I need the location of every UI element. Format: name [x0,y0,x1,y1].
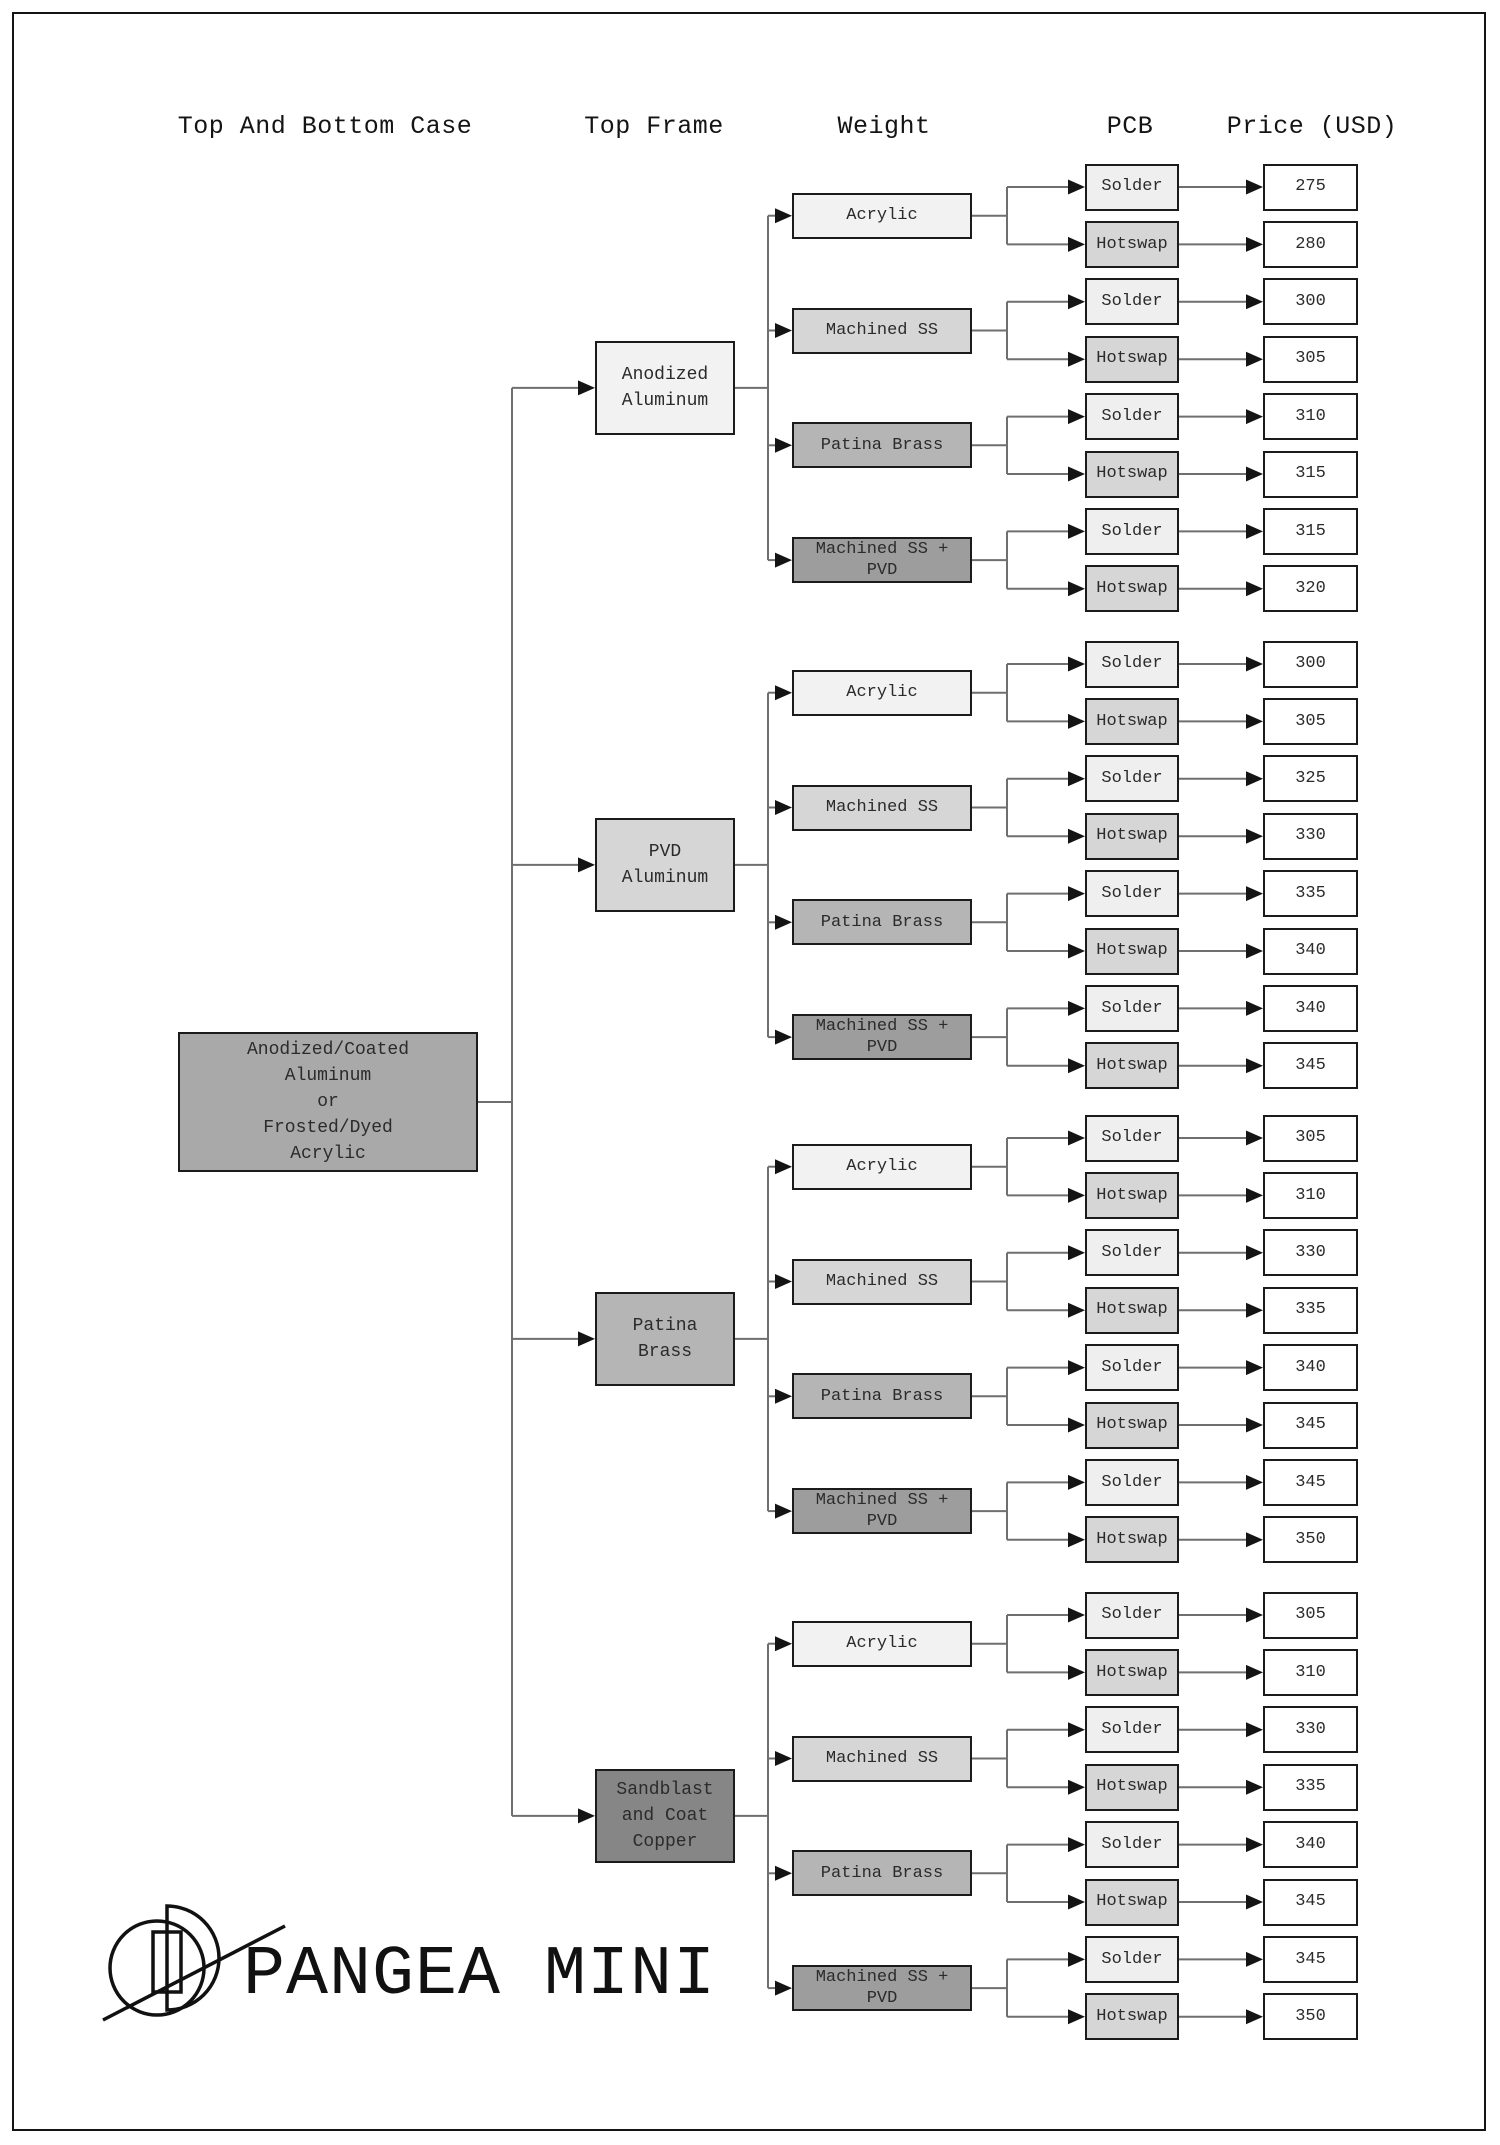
node-label: Patina [632,1315,698,1336]
node-label: Machined SS [825,320,939,340]
price-node-1-0-0 [1263,641,1358,688]
column-header-4: Price (USD) [1226,112,1398,141]
pcb-node-1-0-0 [1085,641,1179,688]
node-label: 340 [1295,1834,1326,1854]
pcb-node-3-0-0 [1085,1592,1179,1639]
node-label: Hotswap [1096,1300,1168,1320]
weight-node-0-3 [792,537,972,583]
arrowhead-icon [1246,1058,1263,1073]
arrowhead-icon [775,323,792,338]
arrowhead-icon [1068,2009,1085,2024]
weight-node-2-3 [792,1488,972,1534]
node-label: PVD [866,561,898,581]
node-label: Hotswap [1096,826,1168,846]
arrowhead-icon [1068,1001,1085,1016]
node-label: Solder [1101,998,1163,1018]
price-node-2-0-0 [1263,1115,1358,1162]
arrowhead-icon [1246,1001,1263,1016]
node-label: Solder [1101,1357,1163,1377]
arrowhead-icon [775,438,792,453]
node-label: 350 [1295,2007,1326,2026]
arrowhead-icon [775,1159,792,1174]
node-label: Hotswap [1096,941,1168,961]
node-label: Patina Brass [820,1863,944,1883]
node-label: Aluminum [284,1065,372,1086]
node-label: Anodized [621,364,709,385]
arrowhead-icon [775,1751,792,1766]
price-node-0-2-0 [1263,393,1358,440]
node-label: Solder [1101,1243,1163,1262]
price-node-2-2-1 [1263,1402,1358,1449]
node-label: Patina Brass [820,912,944,932]
price-node-3-3-0 [1263,1936,1358,1983]
node-label: 320 [1295,579,1326,598]
arrowhead-icon [775,208,792,223]
arrowhead-icon [1068,1131,1085,1146]
arrowhead-icon [1068,180,1085,195]
node-label: Hotswap [1096,1662,1168,1682]
node-label: Machined SS + [815,1967,949,1987]
weight-node-3-3 [792,1965,972,2011]
arrowhead-icon [1246,581,1263,596]
arrowhead-icon [1068,1608,1085,1623]
price-node-0-2-1 [1263,451,1358,498]
arrowhead-icon [775,1636,792,1651]
arrowhead-icon [775,1981,792,1996]
node-label: Aluminum [621,390,709,411]
weight-node-1-2 [792,899,972,945]
column-header-0: Top And Bottom Case [177,112,473,141]
arrowhead-icon [1246,1360,1263,1375]
column-header-3: PCB [1106,112,1154,141]
arrowhead-icon [1246,1418,1263,1433]
price-node-1-2-1 [1263,928,1358,975]
arrowhead-icon [1068,1722,1085,1737]
arrowhead-icon [775,1389,792,1404]
price-node-0-0-1 [1263,221,1358,268]
pcb-node-3-2-0 [1085,1821,1179,1868]
node-label: 345 [1295,1415,1326,1435]
price-node-3-1-0 [1263,1706,1358,1753]
arrowhead-icon [1068,829,1085,844]
node-label: Hotswap [1096,1056,1168,1075]
arrowhead-icon [1068,1475,1085,1490]
pcb-node-1-3-0 [1085,985,1179,1032]
node-label: PVD [866,1989,898,2009]
node-label: Hotswap [1096,711,1168,731]
root-node [178,1032,478,1172]
arrowhead-icon [578,1808,595,1823]
arrowhead-icon [1246,1303,1263,1318]
price-node-1-1-1 [1263,813,1358,860]
arrowhead-icon [1246,1722,1263,1737]
node-label: Solder [1101,1605,1163,1625]
node-label: Solder [1101,1472,1163,1492]
node-label: Solder [1101,1834,1163,1854]
node-label: Machined SS [825,1271,939,1291]
arrowhead-icon [1068,886,1085,901]
node-label: Hotswap [1096,1777,1168,1797]
node-label: Solder [1101,177,1163,197]
node-label: 305 [1295,1128,1326,1148]
pcb-node-1-0-1 [1085,698,1179,745]
arrowhead-icon [1068,714,1085,729]
pcb-node-3-1-1 [1085,1764,1179,1811]
arrowhead-icon [1246,524,1263,539]
price-node-3-3-1 [1263,1993,1358,2040]
weight-node-1-3 [792,1014,972,1060]
arrowhead-icon [775,1504,792,1519]
pcb-node-0-3-0 [1085,508,1179,555]
node-label: 330 [1295,1720,1326,1739]
pcb-node-2-0-0 [1085,1115,1179,1162]
price-node-0-1-0 [1263,278,1358,325]
price-node-1-3-0 [1263,985,1358,1032]
weight-node-0-1 [792,308,972,354]
arrowhead-icon [1246,886,1263,901]
arrowhead-icon [1068,1895,1085,1910]
pcb-node-1-2-1 [1085,928,1179,975]
node-label: 300 [1295,654,1326,674]
node-label: Machined SS + [815,1490,949,1510]
pcb-node-2-2-1 [1085,1402,1179,1449]
arrowhead-icon [1246,1608,1263,1623]
arrowhead-icon [775,1030,792,1045]
arrowhead-icon [1246,1895,1263,1910]
arrowhead-icon [578,857,595,872]
arrowhead-icon [1068,352,1085,367]
arrowhead-icon [1068,1952,1085,1967]
arrowhead-icon [1246,2009,1263,2024]
arrowhead-icon [1068,1780,1085,1795]
price-node-2-3-1 [1263,1516,1358,1563]
arrowhead-icon [1246,409,1263,424]
price-node-1-3-1 [1263,1042,1358,1089]
node-label: 315 [1295,521,1326,541]
node-label: Sandblast [616,1779,714,1800]
node-label: Brass [637,1341,692,1362]
node-label: 335 [1295,1300,1326,1320]
pcb-node-3-3-1 [1085,1993,1179,2040]
node-label: Patina Brass [820,1386,944,1406]
column-header-2: Weight [837,112,931,141]
node-label: PVD [648,841,682,862]
price-node-0-0-0 [1263,164,1358,211]
arrowhead-icon [775,553,792,568]
node-label: Solder [1101,654,1163,674]
node-label: or [317,1091,339,1112]
node-label: Aluminum [621,867,709,888]
arrowhead-icon [578,1331,595,1346]
pcb-node-2-1-0 [1085,1229,1179,1276]
arrowhead-icon [1068,1058,1085,1073]
node-label: Acrylic [846,682,918,702]
node-label: 340 [1295,941,1326,961]
arrowhead-icon [1068,237,1085,252]
pcb-node-1-1-0 [1085,755,1179,802]
frame-node-0 [595,341,735,435]
node-label: Solder [1101,521,1163,541]
node-label: 345 [1295,1892,1326,1912]
arrowhead-icon [1246,294,1263,309]
arrowhead-icon [1068,771,1085,786]
node-label: 345 [1295,1056,1326,1075]
arrowhead-icon [1068,294,1085,309]
node-label: Solder [1101,769,1163,788]
frame-node-3 [595,1769,735,1863]
price-node-3-0-0 [1263,1592,1358,1639]
node-label: PVD [866,1038,898,1058]
node-label: Hotswap [1096,579,1168,598]
arrowhead-icon [1246,657,1263,672]
node-label: Acrylic [290,1144,366,1165]
arrowhead-icon [775,1274,792,1289]
arrowhead-icon [1246,180,1263,195]
node-label: Machined SS + [815,539,949,559]
arrowhead-icon [1068,1418,1085,1433]
arrowhead-icon [1246,1188,1263,1203]
node-label: Acrylic [846,205,918,225]
arrowhead-icon [1068,1665,1085,1680]
node-label: Acrylic [846,1156,918,1176]
pcb-node-2-2-0 [1085,1344,1179,1391]
node-label: Solder [1101,292,1163,311]
node-label: Hotswap [1096,349,1168,369]
price-node-3-1-1 [1263,1764,1358,1811]
weight-node-2-2 [792,1373,972,1419]
frame-node-2 [595,1292,735,1386]
arrowhead-icon [1068,657,1085,672]
price-node-2-1-0 [1263,1229,1358,1276]
arrowhead-icon [1068,1245,1085,1260]
arrowhead-icon [1068,1303,1085,1318]
node-label: 310 [1295,406,1326,426]
arrowhead-icon [1246,1475,1263,1490]
pcb-node-0-1-1 [1085,336,1179,383]
arrowhead-icon [1246,1952,1263,1967]
price-node-2-3-0 [1263,1459,1358,1506]
pcb-node-2-1-1 [1085,1287,1179,1334]
weight-node-0-0 [792,193,972,239]
arrowhead-icon [1246,1245,1263,1260]
price-node-1-0-1 [1263,698,1358,745]
node-label: Solder [1101,1128,1163,1148]
arrowhead-icon [1068,1188,1085,1203]
arrowhead-icon [1068,1360,1085,1375]
pcb-node-0-2-0 [1085,393,1179,440]
price-node-2-0-1 [1263,1172,1358,1219]
node-label: Frosted/Dyed [263,1118,393,1139]
arrowhead-icon [775,1866,792,1881]
arrowhead-icon [1068,524,1085,539]
arrowhead-icon [1068,944,1085,959]
node-label: Hotswap [1096,1185,1168,1205]
pcb-node-0-0-1 [1085,221,1179,268]
node-label: 335 [1295,1777,1326,1797]
pcb-node-1-1-1 [1085,813,1179,860]
node-label: 345 [1295,1472,1326,1492]
node-label: 335 [1295,883,1326,903]
node-label: Solder [1101,406,1163,426]
node-label: Patina Brass [820,435,944,455]
node-label: 280 [1295,234,1326,254]
arrowhead-icon [1068,409,1085,424]
node-label: 310 [1295,1185,1326,1205]
arrowhead-icon [1068,1532,1085,1547]
pcb-node-0-0-0 [1085,164,1179,211]
pcb-node-3-0-1 [1085,1649,1179,1696]
pcb-node-2-3-1 [1085,1516,1179,1563]
arrowhead-icon [1246,1780,1263,1795]
node-label: 345 [1295,1949,1326,1969]
weight-node-3-2 [792,1850,972,1896]
pcb-node-1-2-0 [1085,870,1179,917]
pcb-node-1-3-1 [1085,1042,1179,1089]
arrowhead-icon [1246,714,1263,729]
arrowhead-icon [1068,1837,1085,1852]
arrowhead-icon [1068,467,1085,482]
node-label: Hotswap [1096,234,1168,254]
node-label: 350 [1295,1530,1326,1549]
pcb-node-2-3-0 [1085,1459,1179,1506]
node-label: 340 [1295,1357,1326,1377]
arrowhead-icon [1246,944,1263,959]
arrowhead-icon [1068,581,1085,596]
pcb-node-0-3-1 [1085,565,1179,612]
node-label: Hotswap [1096,1530,1168,1549]
arrowhead-icon [1246,1532,1263,1547]
price-node-0-1-1 [1263,336,1358,383]
node-label: 315 [1295,464,1326,484]
price-node-0-3-1 [1263,565,1358,612]
arrowhead-icon [1246,771,1263,786]
pcb-node-3-1-0 [1085,1706,1179,1753]
node-label: 305 [1295,349,1326,369]
brand-name: PANGEA MINI [243,1936,717,2015]
arrowhead-icon [1246,467,1263,482]
node-label: Hotswap [1096,2007,1168,2026]
arrowhead-icon [1246,1837,1263,1852]
arrowhead-icon [1246,237,1263,252]
weight-node-0-2 [792,422,972,468]
arrowhead-icon [775,685,792,700]
node-label: Anodized/Coated [246,1039,410,1060]
pcb-node-3-2-1 [1085,1879,1179,1926]
price-node-2-1-1 [1263,1287,1358,1334]
arrowhead-icon [1246,352,1263,367]
arrowhead-icon [775,800,792,815]
price-node-0-3-0 [1263,508,1358,555]
node-label: Hotswap [1096,1415,1168,1435]
pcb-node-0-2-1 [1085,451,1179,498]
node-label: Solder [1101,883,1163,903]
node-label: Copper [632,1831,698,1852]
node-label: Solder [1101,1720,1163,1739]
price-node-1-2-0 [1263,870,1358,917]
pcb-node-3-3-0 [1085,1936,1179,1983]
pcb-node-0-1-0 [1085,278,1179,325]
node-label: and Coat [621,1805,709,1826]
node-label: PVD [866,1512,898,1532]
node-label: Machined SS + [815,1016,949,1036]
node-label: 275 [1295,177,1326,197]
price-node-1-1-0 [1263,755,1358,802]
node-label: 305 [1295,711,1326,731]
weight-node-2-0 [792,1144,972,1190]
arrowhead-icon [1246,1131,1263,1146]
column-header-1: Top Frame [584,112,724,141]
frame-node-1 [595,818,735,912]
price-node-3-0-1 [1263,1649,1358,1696]
price-node-2-2-0 [1263,1344,1358,1391]
node-label: Acrylic [846,1633,918,1653]
arrowhead-icon [775,915,792,930]
weight-node-1-1 [792,785,972,831]
node-label: 340 [1295,998,1326,1018]
price-node-3-2-1 [1263,1879,1358,1926]
weight-node-3-1 [792,1736,972,1782]
arrowhead-icon [1246,829,1263,844]
node-label: 300 [1295,292,1326,311]
node-label: 330 [1295,1243,1326,1262]
node-label: 330 [1295,826,1326,846]
node-label: 325 [1295,769,1326,788]
node-label: Hotswap [1096,1892,1168,1912]
weight-node-3-0 [792,1621,972,1667]
weight-node-1-0 [792,670,972,716]
pcb-node-2-0-1 [1085,1172,1179,1219]
node-label: 310 [1295,1662,1326,1682]
arrowhead-icon [1246,1665,1263,1680]
node-label: Machined SS [825,1748,939,1768]
node-label: Solder [1101,1949,1163,1969]
node-label: Machined SS [825,797,939,817]
weight-node-2-1 [792,1259,972,1305]
node-label: Hotswap [1096,464,1168,484]
node-label: 305 [1295,1605,1326,1625]
price-node-3-2-0 [1263,1821,1358,1868]
arrowhead-icon [578,380,595,395]
